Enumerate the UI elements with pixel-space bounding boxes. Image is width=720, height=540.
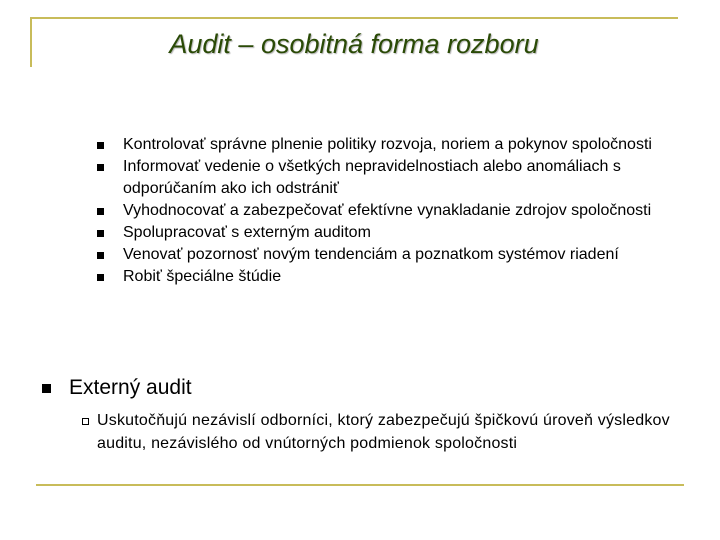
bottom-border-line	[36, 484, 684, 486]
list-item-text: Kontrolovať správne plnenie politiky rozvoja, noriem a pokynov spoločnosti	[123, 136, 652, 153]
list-item	[97, 200, 687, 222]
list-item-text: Vyhodnocovať a zabezpečovať efektívne vynakladanie zdrojov spoločnosti	[123, 202, 652, 219]
square-bullet-icon	[97, 230, 104, 237]
list-item	[97, 134, 687, 156]
slide-title: Audit – osobitná forma rozboru	[169, 29, 539, 59]
square-bullet-icon	[97, 142, 104, 149]
external-audit-detail-text: Uskutočňujú nezávislí odborníci, ktorý zabezpečujú špičkovú úroveň výsledkov auditu, nezávislého od vnútorných podmienok spoločnosti	[97, 412, 670, 452]
list-item	[97, 244, 687, 266]
square-bullet-icon	[42, 384, 51, 393]
square-bullet-icon	[97, 164, 104, 171]
square-bullet-icon	[97, 274, 104, 281]
list-item	[97, 222, 687, 244]
list-item	[97, 266, 687, 288]
hollow-square-bullet-icon	[82, 418, 89, 425]
square-bullet-icon	[97, 208, 104, 215]
list-item-text: Robiť špeciálne štúdie	[123, 268, 282, 285]
square-bullet-icon	[97, 252, 104, 259]
external-audit-label: Externý audit	[69, 376, 192, 399]
list-item-text: Informovať vedenie o všetkých nepravidelnostiach alebo anomáliach s odporúčaním ako ich odstrániť	[123, 158, 621, 197]
audit-tasks-list	[97, 134, 687, 288]
list-item-text: Spolupracovať s externým auditom	[123, 224, 371, 241]
list-item	[97, 156, 687, 200]
top-border-line	[30, 17, 678, 19]
list-item-text: Venovať pozornosť novým tendenciám a poznatkom systémov riadení	[123, 246, 619, 263]
